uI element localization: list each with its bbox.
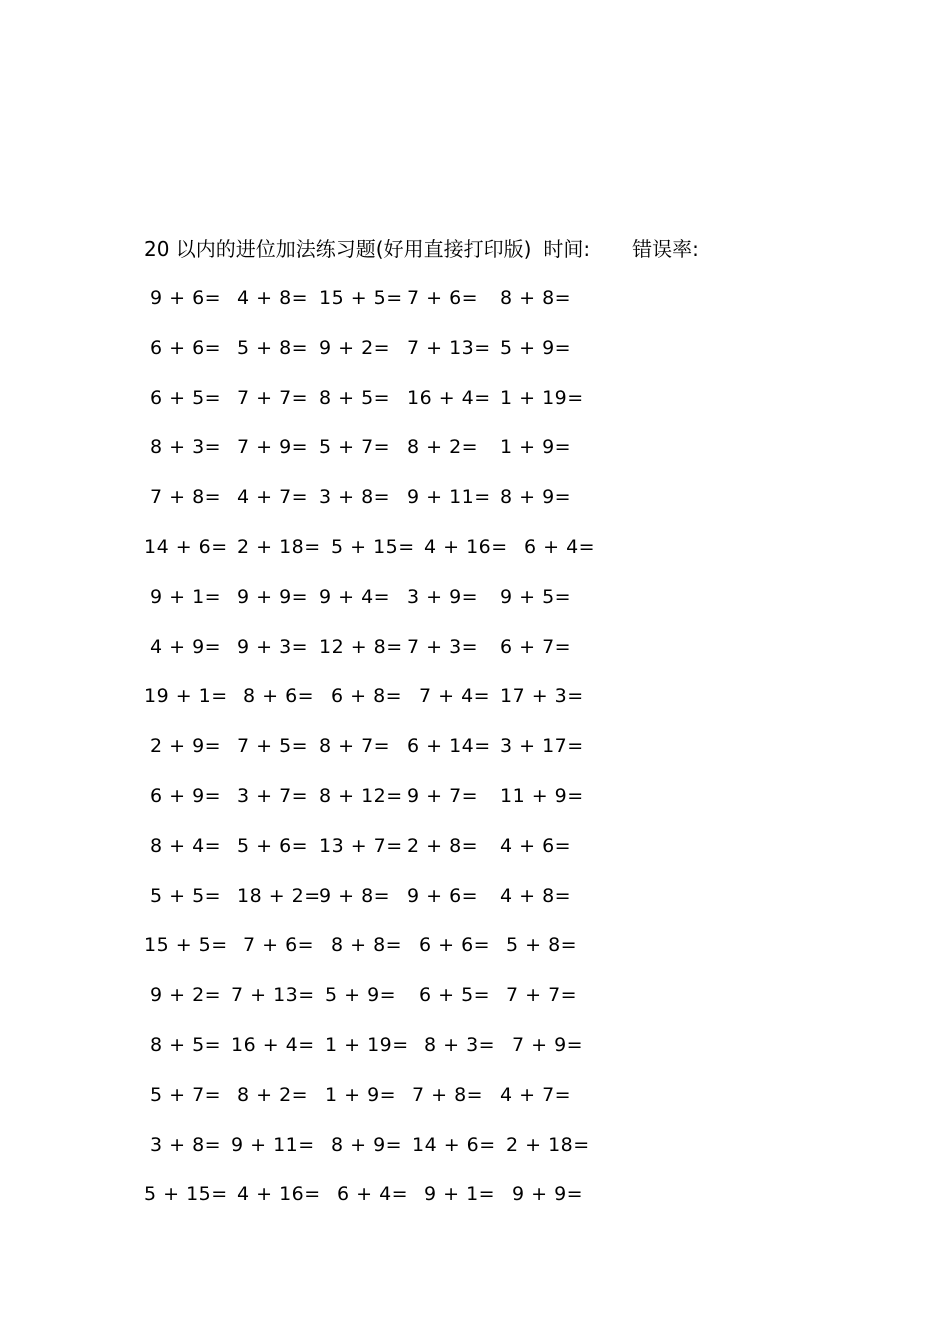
addition-problem: 6 + 6= xyxy=(150,336,222,359)
addition-problem: 6 + 6= xyxy=(419,934,491,957)
addition-problem: 9 + 5= xyxy=(500,585,572,608)
addition-problem: 3 + 9= xyxy=(407,585,479,608)
addition-problem: 6 + 5= xyxy=(419,984,491,1007)
addition-problem: 1 + 9= xyxy=(500,436,572,459)
addition-problem: 7 + 6= xyxy=(243,934,315,957)
addition-problem: 9 + 3= xyxy=(237,635,309,658)
addition-problem: 14 + 6= xyxy=(144,535,228,558)
addition-problem: 9 + 2= xyxy=(150,984,222,1007)
addition-problem: 8 + 3= xyxy=(150,436,222,459)
addition-problem: 5 + 8= xyxy=(237,336,309,359)
addition-problem: 8 + 9= xyxy=(331,1133,403,1156)
addition-problem: 7 + 7= xyxy=(237,386,309,409)
problem-row xyxy=(144,384,744,434)
addition-problem: 15 + 5= xyxy=(319,287,403,309)
addition-problem: 6 + 8= xyxy=(331,685,403,708)
addition-problem: 8 + 3= xyxy=(424,1033,496,1056)
addition-problem: 1 + 19= xyxy=(325,1033,409,1056)
addition-problem: 7 + 9= xyxy=(237,436,309,459)
addition-problem: 2 + 9= xyxy=(150,735,222,758)
addition-problem: 8 + 6= xyxy=(243,685,315,708)
addition-problem: 8 + 12= xyxy=(319,784,403,807)
addition-problem: 15 + 5= xyxy=(144,934,228,957)
problem-row xyxy=(144,782,744,832)
addition-problem: 7 + 8= xyxy=(150,486,222,509)
addition-problem: 4 + 8= xyxy=(237,287,309,309)
error-rate-label: 错误率: xyxy=(632,237,699,261)
problem-row xyxy=(144,1180,744,1230)
problem-row xyxy=(144,1081,744,1131)
addition-problem: 16 + 4= xyxy=(407,386,491,409)
addition-problem: 2 + 18= xyxy=(506,1133,590,1156)
addition-problem: 7 + 3= xyxy=(407,635,479,658)
addition-problem: 6 + 4= xyxy=(337,1183,409,1206)
addition-problem: 4 + 9= xyxy=(150,635,222,658)
problem-row xyxy=(144,1031,744,1081)
addition-problem: 8 + 5= xyxy=(319,386,391,409)
addition-problem: 4 + 7= xyxy=(237,486,309,509)
worksheet-title: 20 以内的进位加法练习题(好用直接打印版) xyxy=(144,237,532,261)
problem-row xyxy=(144,583,744,633)
problem-grid xyxy=(144,284,744,1230)
addition-problem: 6 + 4= xyxy=(524,535,596,558)
addition-problem: 7 + 5= xyxy=(237,735,309,758)
addition-problem: 18 + 2= xyxy=(237,884,321,907)
problem-row xyxy=(144,682,744,732)
problem-row xyxy=(144,882,744,932)
addition-problem: 7 + 13= xyxy=(407,336,491,359)
addition-problem: 6 + 14= xyxy=(407,735,491,758)
addition-problem: 7 + 8= xyxy=(412,1083,484,1106)
addition-problem: 5 + 9= xyxy=(500,336,572,359)
addition-problem: 5 + 9= xyxy=(325,984,397,1007)
addition-problem: 9 + 4= xyxy=(319,585,391,608)
addition-problem: 8 + 2= xyxy=(237,1083,309,1106)
addition-problem: 9 + 1= xyxy=(150,585,222,608)
problem-row xyxy=(144,633,744,683)
addition-problem: 19 + 1= xyxy=(144,685,228,708)
addition-problem: 1 + 19= xyxy=(500,386,584,409)
addition-problem: 3 + 8= xyxy=(319,486,391,509)
addition-problem: 12 + 8= xyxy=(319,635,403,658)
addition-problem: 17 + 3= xyxy=(500,685,584,708)
addition-problem: 2 + 18= xyxy=(237,535,321,558)
addition-problem: 7 + 6= xyxy=(407,287,479,309)
addition-problem: 5 + 7= xyxy=(319,436,391,459)
addition-problem: 4 + 16= xyxy=(237,1183,321,1206)
worksheet-header xyxy=(144,235,699,263)
addition-problem: 9 + 7= xyxy=(407,784,479,807)
addition-problem: 9 + 9= xyxy=(237,585,309,608)
addition-problem: 3 + 17= xyxy=(500,735,584,758)
addition-problem: 8 + 8= xyxy=(500,287,572,309)
addition-problem: 4 + 16= xyxy=(424,535,508,558)
addition-problem: 6 + 7= xyxy=(500,635,572,658)
addition-problem: 3 + 8= xyxy=(150,1133,222,1156)
addition-problem: 9 + 6= xyxy=(407,884,479,907)
addition-problem: 6 + 9= xyxy=(150,784,222,807)
problem-row xyxy=(144,433,744,483)
addition-problem: 14 + 6= xyxy=(412,1133,496,1156)
addition-problem: 9 + 8= xyxy=(319,884,391,907)
addition-problem: 8 + 5= xyxy=(150,1033,222,1056)
problem-row xyxy=(144,931,744,981)
addition-problem: 13 + 7= xyxy=(319,834,403,857)
addition-problem: 1 + 9= xyxy=(325,1083,397,1106)
problem-row xyxy=(144,981,744,1031)
addition-problem: 16 + 4= xyxy=(231,1033,315,1056)
addition-problem: 9 + 9= xyxy=(512,1183,584,1206)
addition-problem: 5 + 5= xyxy=(150,884,222,907)
problem-row xyxy=(144,284,744,334)
addition-problem: 6 + 5= xyxy=(150,386,222,409)
problem-row xyxy=(144,483,744,533)
problem-row xyxy=(144,533,744,583)
addition-problem: 5 + 15= xyxy=(144,1183,228,1206)
addition-problem: 5 + 6= xyxy=(237,834,309,857)
addition-problem: 9 + 2= xyxy=(319,336,391,359)
addition-problem: 11 + 9= xyxy=(500,784,584,807)
addition-problem: 4 + 7= xyxy=(500,1083,572,1106)
addition-problem: 7 + 9= xyxy=(512,1033,584,1056)
time-label: 时间: xyxy=(543,237,591,261)
addition-problem: 8 + 4= xyxy=(150,834,222,857)
problem-row xyxy=(144,1131,744,1181)
problem-row xyxy=(144,334,744,384)
addition-problem: 7 + 4= xyxy=(419,685,491,708)
addition-problem: 5 + 8= xyxy=(506,934,578,957)
addition-problem: 9 + 6= xyxy=(150,287,222,309)
addition-problem: 3 + 7= xyxy=(237,784,309,807)
addition-problem: 2 + 8= xyxy=(407,834,479,857)
addition-problem: 5 + 15= xyxy=(331,535,415,558)
problem-row xyxy=(144,832,744,882)
addition-problem: 8 + 9= xyxy=(500,486,572,509)
addition-problem: 4 + 6= xyxy=(500,834,572,857)
addition-problem: 9 + 11= xyxy=(407,486,491,509)
problem-row xyxy=(144,732,744,782)
addition-problem: 4 + 8= xyxy=(500,884,572,907)
addition-problem: 7 + 7= xyxy=(506,984,578,1007)
addition-problem: 9 + 1= xyxy=(424,1183,496,1206)
addition-problem: 9 + 11= xyxy=(231,1133,315,1156)
addition-problem: 8 + 7= xyxy=(319,735,391,758)
addition-problem: 7 + 13= xyxy=(231,984,315,1007)
addition-problem: 5 + 7= xyxy=(150,1083,222,1106)
addition-problem: 8 + 2= xyxy=(407,436,479,459)
addition-problem: 8 + 8= xyxy=(331,934,403,957)
